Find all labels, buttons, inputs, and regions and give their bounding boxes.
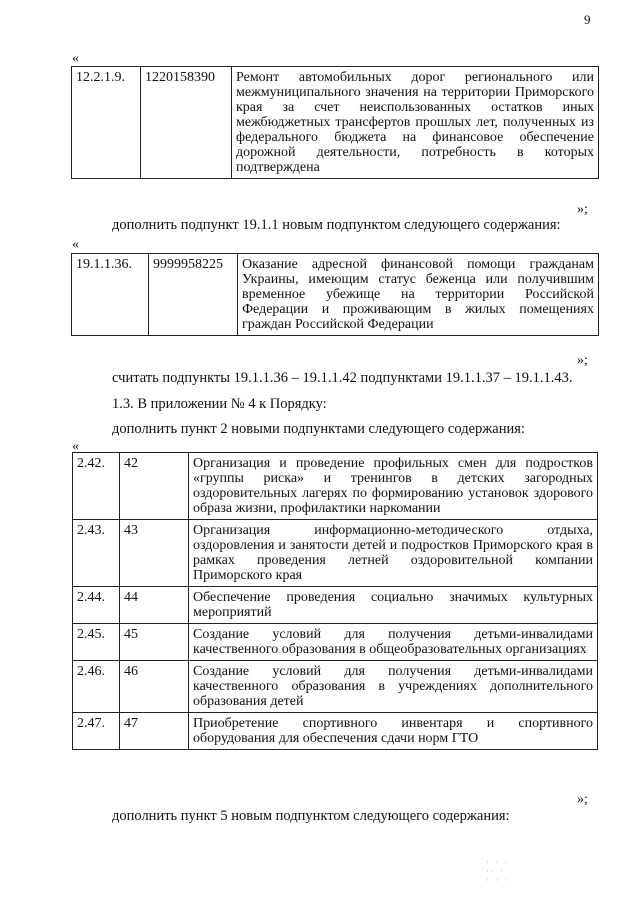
opening-quote: « — [72, 51, 79, 66]
description-cell: Организация и проведение профильных смен для подростков «группы риска» и тренингов в детских загородных оздоровительных лагерях по формированию установок здорового образа жизни, профилактики наркомании — [189, 453, 598, 520]
paragraph-add-point-2: дополнить пункт 2 новыми подпунктами следующего содержания: — [112, 421, 525, 437]
closing-quote: »; — [577, 202, 588, 217]
description-cell: Обеспечение проведения социально значимых культурных мероприятий — [189, 587, 598, 624]
paragraph-renumber: считать подпункты 19.1.1.36 – 19.1.1.42 подпунктами 19.1.1.37 – 19.1.1.43. — [112, 370, 573, 386]
table-12-2-1-9 — [71, 66, 599, 179]
description-cell: Ремонт автомобильных дорог регионального или межмуниципального значения на территории Приморского края за счет неиспользованных остатков иных межбюджетных трансфертов прошлых лет, полученных из федерального бюджета на финансовое обеспечение дорожной деятельности, потребность в которых подтверждена — [232, 67, 599, 179]
code-cell: 2.46. — [73, 661, 120, 713]
code-cell: 2.45. — [73, 624, 120, 661]
opening-quote: « — [72, 439, 79, 454]
table-row — [73, 713, 598, 750]
opening-quote: « — [72, 237, 79, 252]
code-cell: 19.1.1.36. — [72, 254, 149, 336]
code-cell: 2.47. — [73, 713, 120, 750]
closing-quote: »; — [577, 792, 588, 807]
closing-quote: »; — [577, 353, 588, 368]
number-cell: 1220158390 — [141, 67, 232, 179]
description-cell: Организация информационно-методического отдыха, оздоровления и занятости детей и подростков Приморского края в рамках проведения летней оздоровительной компании Приморского края — [189, 520, 598, 587]
code-cell: 12.2.1.9. — [72, 67, 141, 179]
number-cell: 47 — [120, 713, 189, 750]
number-cell: 9999958225 — [149, 254, 238, 336]
paragraph-add-19-1-1: дополнить подпункт 19.1.1 новым подпунктом следующего содержания: — [112, 217, 561, 233]
table-point-2 — [72, 452, 598, 750]
table-row — [73, 624, 598, 661]
page-number: 9 — [584, 12, 591, 27]
number-cell: 42 — [120, 453, 189, 520]
table-19-1-1-36 — [71, 253, 599, 336]
number-cell: 45 — [120, 624, 189, 661]
code-cell: 2.42. — [73, 453, 120, 520]
description-cell: Приобретение спортивного инвентаря и спортивного оборудования для обеспечения сдачи норм ГТО — [189, 713, 598, 750]
paragraph-appendix-4: 1.3. В приложении № 4 к Порядку: — [112, 396, 327, 412]
table-row — [73, 520, 598, 587]
table-row — [72, 254, 599, 336]
number-cell: 44 — [120, 587, 189, 624]
table-row — [73, 661, 598, 713]
code-cell: 2.43. — [73, 520, 120, 587]
number-cell: 46 — [120, 661, 189, 713]
table-row — [72, 67, 599, 179]
code-cell: 2.44. — [73, 587, 120, 624]
scan-artifact: · · · ·· · · · · — [486, 857, 510, 885]
table-row — [73, 453, 598, 520]
number-cell: 43 — [120, 520, 189, 587]
table-row — [73, 587, 598, 624]
description-cell: Создание условий для получения детьми-инвалидами качественного образования в общеобразовательных организациях — [189, 624, 598, 661]
description-cell: Создание условий для получения детьми-инвалидами качественного образования в учреждениях дополнительного образования детей — [189, 661, 598, 713]
paragraph-add-point-5: дополнить пункт 5 новым подпунктом следующего содержания: — [112, 808, 510, 824]
description-cell: Оказание адресной финансовой помощи гражданам Украины, имеющим статус беженца или получившим временное убежище на территории Российской Федерации и проживающим в жилых помещениях граждан Российской Федерации — [238, 254, 599, 336]
